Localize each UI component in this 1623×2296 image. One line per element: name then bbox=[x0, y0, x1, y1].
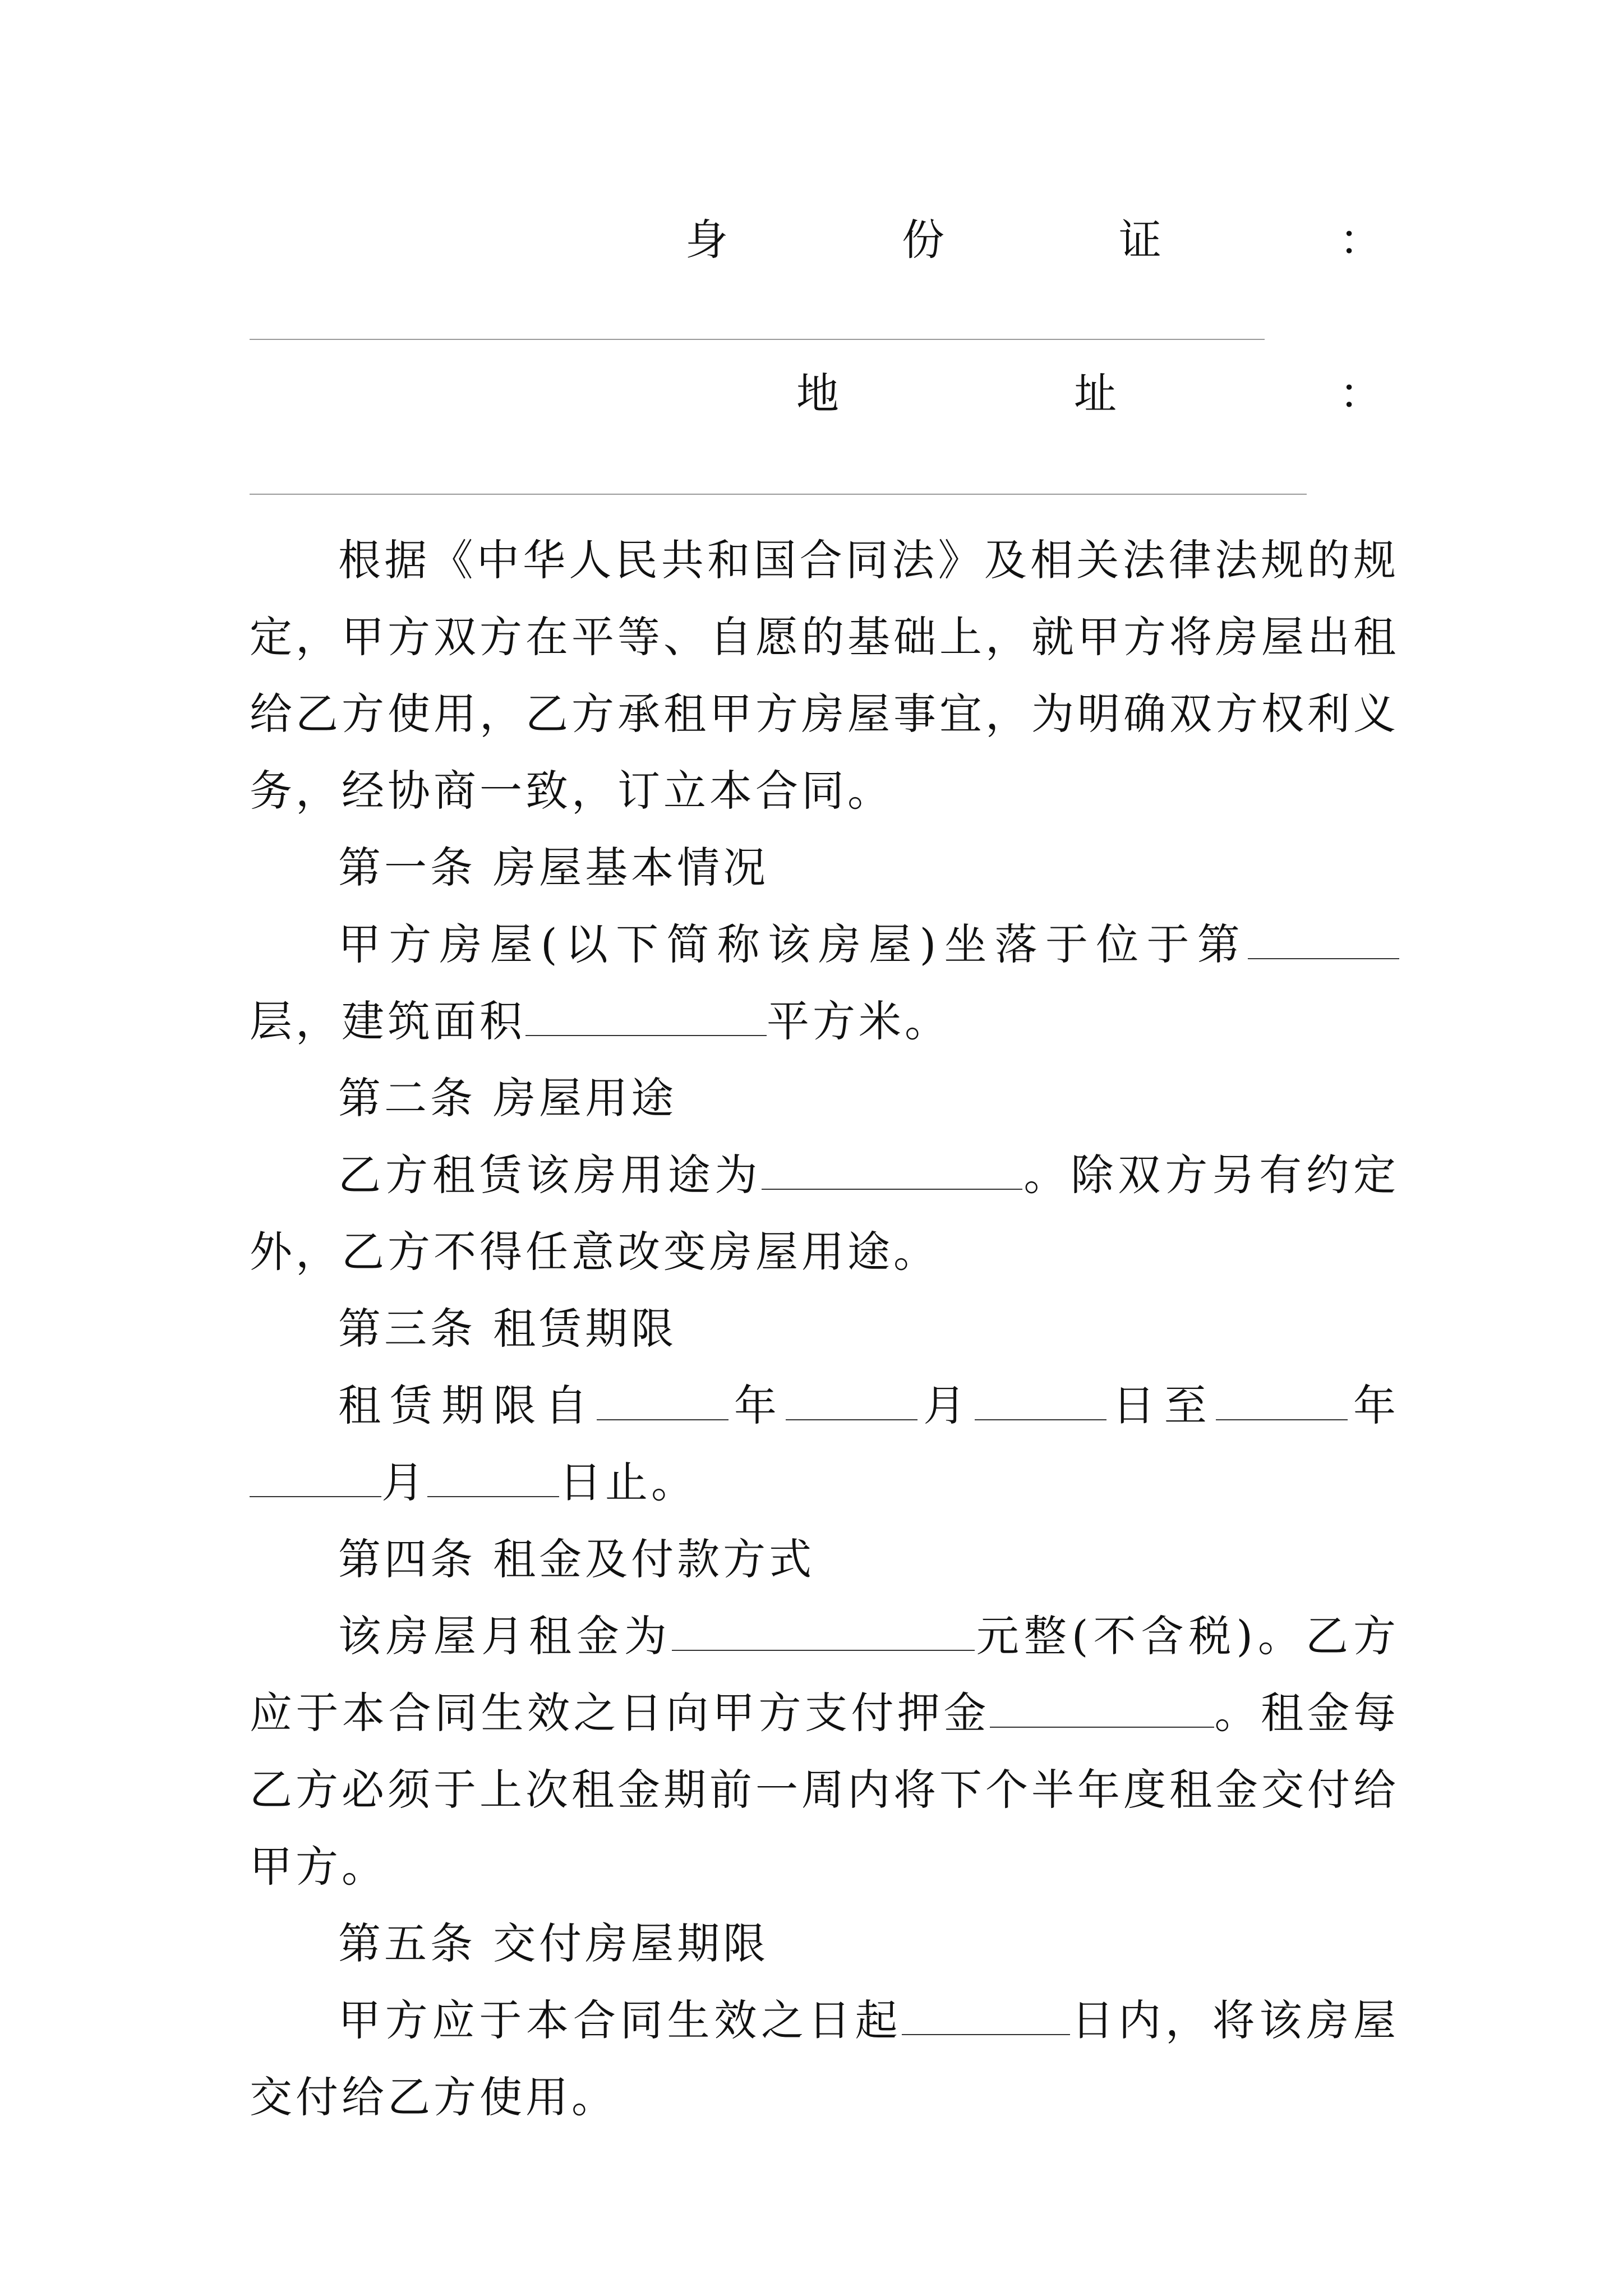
article-4-text-c: 。租金每乙方必须于上次租金期前一周内将下个半年度租金交付给甲方。 bbox=[250, 1688, 1399, 1892]
deposit-blank[interactable] bbox=[990, 1687, 1214, 1728]
article-3-text-e: 年 bbox=[1347, 1381, 1400, 1430]
start-day-blank[interactable] bbox=[975, 1380, 1106, 1420]
end-day-blank[interactable] bbox=[427, 1457, 559, 1497]
end-month-blank[interactable] bbox=[250, 1457, 381, 1497]
article-2-text bbox=[250, 1137, 1399, 1290]
article-4-text-b: 元整(不含税)。乙方应于本合同生效之日向甲方支付押金 bbox=[250, 1611, 1399, 1738]
article-1-text-c: 平方米。 bbox=[767, 996, 951, 1046]
address-fill-line bbox=[250, 494, 1307, 495]
article-3-text-a: 租赁期限自 bbox=[338, 1381, 597, 1430]
article-1-text-a: 甲方房屋(以下简称该房屋)坐落于位于第 bbox=[338, 919, 1248, 969]
address-field-label bbox=[0, 366, 1623, 422]
address-char-2: 址 bbox=[1074, 369, 1117, 418]
usage-blank[interactable] bbox=[762, 1149, 1022, 1190]
article-1-text-b: 层，建筑面积 bbox=[250, 996, 525, 1046]
article-2-text-b: 。除双方另有约定外，乙方不得任意改变房屋用途。 bbox=[250, 1150, 1400, 1277]
article-3-text-f: 月 bbox=[381, 1457, 427, 1507]
article-3-title: 第三条 租赁期限 bbox=[338, 1304, 677, 1354]
article-4-text bbox=[250, 1598, 1399, 1905]
id-colon: ： bbox=[1339, 215, 1382, 265]
address-colon: ： bbox=[1339, 369, 1382, 418]
article-5-text bbox=[250, 1982, 1399, 2136]
id-card-fill-line bbox=[250, 339, 1265, 340]
article-5-text-a: 甲方应于本合同生效之日起 bbox=[338, 1995, 902, 2045]
intro-paragraph: 根据《中华人民共和国合同法》及相关法律法规的规定，甲方双方在平等、自愿的基础上，就甲方将房屋出租给乙方使用，乙方承租甲方房屋事宜，为明确双方权利义务，经协商一致，订立本合同。 bbox=[250, 535, 1399, 816]
article-3-text-c: 月 bbox=[917, 1381, 975, 1430]
article-3-text bbox=[250, 1367, 1399, 1521]
id-char-2: 份 bbox=[902, 215, 944, 265]
article-2-text-a: 乙方租赁该房用途为 bbox=[338, 1150, 762, 1200]
article-4-title: 第四条 租金及付款方式 bbox=[338, 1534, 815, 1584]
contract-body bbox=[250, 522, 1399, 2136]
article-2-title: 第二条 房屋用途 bbox=[338, 1073, 677, 1123]
id-char-1: 身 bbox=[685, 215, 728, 265]
article-4-text-a: 该房屋月租金为 bbox=[338, 1611, 672, 1661]
start-month-blank[interactable] bbox=[786, 1380, 917, 1420]
floor-blank[interactable] bbox=[1248, 919, 1399, 959]
id-card-field-label bbox=[0, 212, 1623, 268]
article-3-text-d: 日至 bbox=[1106, 1381, 1216, 1430]
rent-amount-blank[interactable] bbox=[672, 1611, 975, 1651]
article-3-text-b: 年 bbox=[728, 1381, 786, 1430]
end-year-blank[interactable] bbox=[1216, 1380, 1348, 1420]
area-blank[interactable] bbox=[525, 996, 767, 1036]
start-year-blank[interactable] bbox=[597, 1380, 728, 1420]
article-5-text-b: 日内，将该房屋交付给乙方使用。 bbox=[250, 1995, 1400, 2122]
id-char-3: 证 bbox=[1119, 215, 1161, 265]
article-1-title: 第一条 房屋基本情况 bbox=[338, 843, 769, 892]
article-1-text bbox=[250, 906, 1399, 1060]
article-3-text-g: 日止。 bbox=[559, 1457, 697, 1507]
article-5-title: 第五条 交付房屋期限 bbox=[338, 1918, 769, 1968]
address-char-1: 地 bbox=[796, 369, 839, 418]
delivery-days-blank[interactable] bbox=[902, 1995, 1070, 2035]
